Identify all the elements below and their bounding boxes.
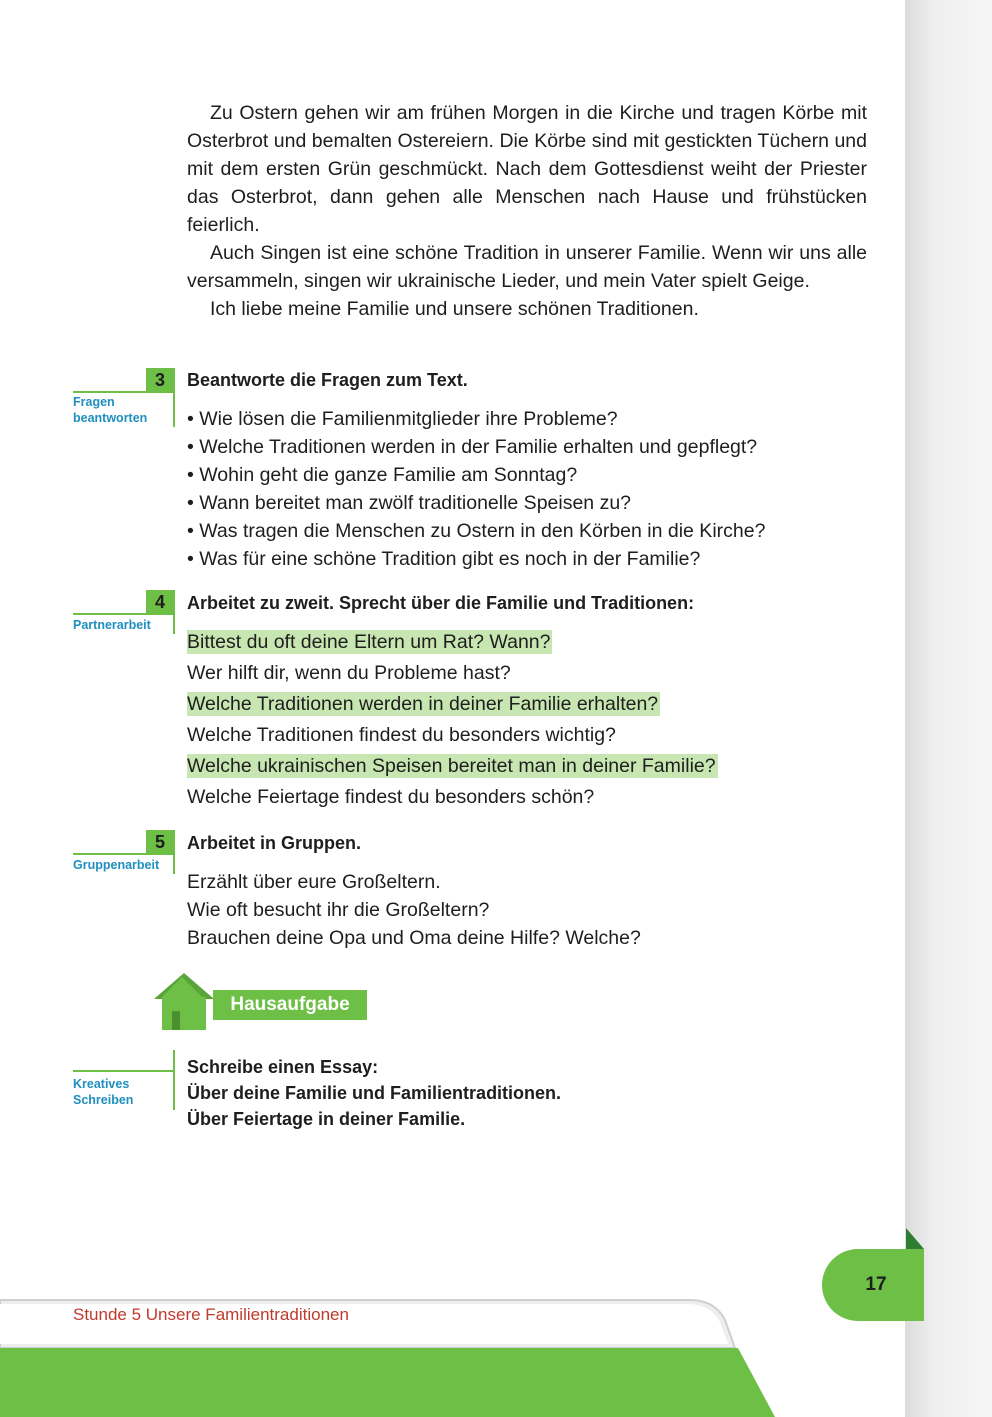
footer-lesson-title: Stunde 5 Unsere Familientraditionen [73, 1305, 349, 1324]
list-item: Wer hilft dir, wenn du Probleme hast? [187, 662, 511, 684]
group-task-list [187, 868, 643, 952]
task-heading: Beantworte die Fragen zum Text. [187, 370, 468, 390]
list-item: • Welche Traditionen werden in der Familie erhalten und gepflegt? [187, 433, 765, 461]
task-number-badge: 5 [146, 830, 174, 854]
side-divider [73, 853, 175, 855]
list-item: Erzählt über eure Großeltern. [187, 871, 441, 893]
house-icon [152, 973, 214, 1030]
list-item: • Wohin geht die ganze Familie am Sonntag? [187, 461, 765, 489]
side-label: Gruppenarbeit [73, 858, 160, 872]
task-number-badge: 3 [146, 368, 174, 392]
list-item: Bittest du oft deine Eltern um Rat? Wann? [187, 631, 551, 653]
reading-paragraph: Zu Ostern gehen wir am frühen Morgen in die Kirche und tragen Körbe mit Osterbrot und bemalten Ostereiern. Die Körbe sind mit gestickten Tüchern und mit dem ersten Grün geschmückt. Nach dem Gottesdienst weiht der Priester das Osterbrot, dann gehen alle Menschen nach Hause und frühstücken feierlich. [187, 102, 867, 236]
side-divider-vertical [173, 1050, 175, 1110]
list-item: • Was für eine schöne Tradition gibt es noch in der Familie? [187, 545, 765, 573]
side-label: Kreatives Schreiben [73, 1077, 134, 1107]
page-corner-decoration [906, 1228, 924, 1249]
list-item: • Was tragen die Menschen zu Ostern in den Körben in die Kirche? [187, 517, 765, 545]
side-divider [73, 391, 175, 393]
side-divider [73, 613, 175, 615]
list-item: • Wie lösen die Familienmitglieder ihre Probleme? [187, 405, 765, 433]
side-label: Fragen beantworten [73, 395, 148, 425]
side-divider-vertical [173, 590, 175, 634]
question-list [187, 405, 765, 573]
side-label: Partnerarbeit [73, 618, 151, 632]
page-edge-shadow [905, 0, 992, 1417]
reading-paragraph: Ich liebe meine Familie und unsere schönen Traditionen. [210, 298, 699, 320]
list-item: • Wann bereitet man zwölf traditionelle Speisen zu? [187, 489, 765, 517]
list-item: Wie oft besucht ihr die Großeltern? [187, 899, 490, 921]
homework-banner: Hausaufgabe [213, 990, 367, 1020]
list-item: Brauchen deine Opa und Oma deine Hilfe? Welche? [187, 927, 641, 949]
dialogue-list [187, 627, 718, 813]
list-item: Welche Traditionen findest du besonders wichtig? [187, 724, 616, 746]
task-heading: Arbeitet in Gruppen. [187, 833, 362, 853]
task-heading: Arbeitet zu zweit. Sprecht über die Familie und Traditionen: [187, 593, 695, 613]
side-divider-vertical [173, 830, 175, 874]
reading-text [187, 99, 867, 323]
task-number-badge: 4 [146, 590, 174, 614]
essay-instructions: Schreibe einen Essay: Über deine Familie und Familientraditionen. Über Feiertage in deiner Familie. [187, 1057, 562, 1129]
list-item: Welche Feiertage findest du besonders schön? [187, 786, 595, 808]
list-item: Welche ukrainischen Speisen bereitet man in deiner Familie? [187, 755, 716, 777]
page-number: 17 [822, 1249, 924, 1321]
list-item: Welche Traditionen werden in deiner Familie erhalten? [187, 693, 659, 715]
side-divider [73, 1070, 175, 1072]
reading-paragraph: Auch Singen ist eine schöne Tradition in unserer Familie. Wenn wir uns alle versammeln, singen wir ukrainische Lieder, und mein Vater spielt Geige. [187, 242, 867, 292]
side-divider-vertical [173, 368, 175, 427]
